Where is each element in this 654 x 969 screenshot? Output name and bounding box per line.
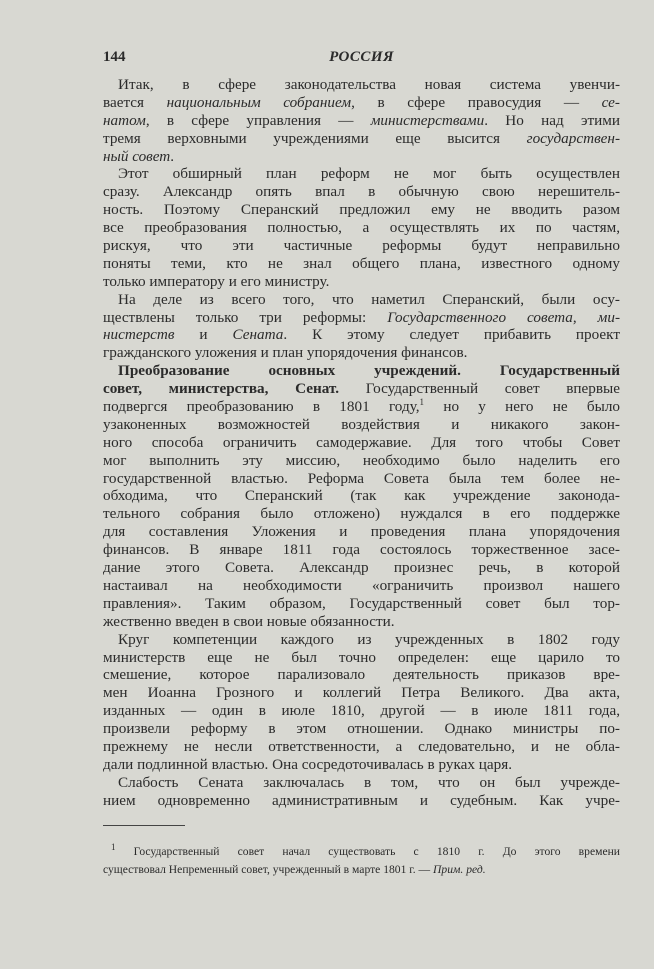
italic-text: Государственного совета [387,308,573,326]
paragraph [103,631,620,774]
text-line [103,291,620,309]
text-segment: мен Иоанна Грозного и коллегий Петра Великого. Два акта, [103,684,620,702]
text-segment: обходима, что Сперанский (так как учреждение законода- [103,487,620,505]
italic-text: ми- [597,308,620,326]
footnote-marker: 1 [419,398,425,407]
text-segment: Итак, в сфере законодательства новая система увенчи- [118,76,620,93]
text-line [103,684,620,702]
text-segment: дали подлинной властью. Она сосредоточивалась в руках царя. [103,755,512,773]
text-line [103,738,620,756]
text-segment: , [572,308,598,326]
running-title: РОССИЯ [329,49,394,65]
text-segment: Государственный совет начал существовать с 1810 г. До этого времени [115,845,620,858]
paragraph [103,362,620,630]
text-line [103,577,620,595]
text-line [103,273,620,291]
text-line [103,380,620,398]
text-line [103,112,620,130]
footnote-divider [103,825,185,826]
text-segment: только императору и его министру. [103,272,330,290]
text-line [103,774,620,792]
text-line [103,237,620,255]
text-line [103,631,620,649]
text-segment: подвергся преобразованию в 1801 году, [103,398,420,416]
italic-text: нистерств [103,326,175,344]
text-segment: все преобразования полностью, а осуществлять их по частям, [103,219,620,237]
footnote [103,843,620,879]
paragraph [103,165,620,290]
text-line [103,487,620,505]
text-line [103,470,620,488]
text-line [103,309,620,327]
paragraph [103,774,620,810]
text-line [103,165,620,183]
text-segment: произвели реформу в этом отношении. Однако министры по- [103,720,620,738]
text-line [103,792,620,810]
text-segment: государственной властью. Реформа Совета была тем более не- [103,469,620,487]
text-segment: сразу. Александр опять впал в обычную свою нерешитель- [103,183,620,201]
text-segment: , в сфере правосудия — [351,93,602,111]
text-segment: мог выполнить эту миссию, необходимо было наделить его [103,451,620,469]
text-line [103,559,620,577]
text-segment: прежнему не несли ответственности, а следовательно, и не обла- [103,737,620,755]
text-line [103,398,620,416]
text-line [103,505,620,523]
text-segment: тремя верховными учреждениями еще высится [103,129,527,147]
text-line [103,130,620,148]
footnote-marker: 1 [111,843,116,853]
text-segment: Слабость Сената заключалась в том, что он был учрежде- [118,773,620,791]
text-segment: но у него не было [424,398,620,416]
text-line [103,76,620,94]
text-segment: . [170,147,175,165]
text-segment: ного способа ограничить самодержавие. Для того чтобы Совет [103,433,620,451]
text-line [103,94,620,112]
text-segment: ществлены только три реформы: [103,308,388,326]
text-line [103,541,620,559]
text-line [103,756,620,774]
text-segment: рискуя, что эти частичные реформы будут неправильно [103,237,620,255]
italic-text: ный совет [103,147,171,165]
text-segment: , в сфере управления — [145,111,371,129]
text-segment: Круг компетенции каждого из учрежденных в 1802 году [118,630,620,648]
text-line [103,702,620,720]
text-line [103,861,620,879]
text-line [103,843,620,861]
text-segment: вается [103,93,167,111]
text-segment: настаивал на необходимости «ограничить произвол нашего [103,576,620,594]
text-segment: министерств еще не был точно определен: еще царило то [103,648,620,666]
text-segment: смешение, которое парализовало деятельность приказов вре- [103,666,620,684]
bold-heading: совет, министерства, Сенат. [103,380,340,398]
paragraph [103,76,620,165]
text-line [103,434,620,452]
text-segment: узаконенных возможностей воздействия и никакого закон- [103,415,620,433]
text-line [103,720,620,738]
italic-text: государствен- [526,129,620,147]
text-line [103,362,620,380]
text-line [103,183,620,201]
text-segment: Этот обширный план реформ не мог быть осуществлен [118,165,620,183]
bold-heading: Преобразование основных учреждений. Государственный [118,362,620,380]
page-header [103,49,620,69]
text-line [103,416,620,434]
text-segment: дание этого Совета. Александр произнес речь, в которой [103,559,620,577]
text-segment: ность. Поэтому Сперанский предложил ему не вводить разом [103,201,620,219]
text-line [103,613,620,631]
body-text [103,76,620,810]
text-segment: жественно введен в свои новые обязанности. [103,612,395,630]
paragraph [103,291,620,363]
italic-text: министерствами [370,111,485,129]
text-line [103,595,620,613]
italic-text: Прим. ред. [433,863,486,876]
page-number: 144 [103,49,126,65]
text-line [103,523,620,541]
italic-text: национальным собранием [166,93,352,111]
text-segment: На деле из всего того, что наметил Сперанский, были осу- [118,290,620,308]
text-segment: Государственный совет впервые [339,380,620,398]
text-line [103,148,620,166]
text-line [103,666,620,684]
text-line [103,219,620,237]
text-line [103,255,620,273]
text-line [103,649,620,667]
text-line [103,326,620,344]
text-segment: гражданского уложения и план упорядочения финансов. [103,344,468,362]
text-line [103,201,620,219]
italic-text: Сената [232,326,284,344]
text-segment: существовал Непременный совет, учрежденный в марте 1801 г. — [103,863,434,876]
text-segment: для составления Уложения и проведения плана упорядочения [103,523,620,541]
text-segment: финансов. В январе 1811 года состоялось торжественное засе- [103,541,620,559]
text-segment: и [174,326,233,344]
text-segment: нием одновременно административным и судебным. Как учре- [103,791,620,809]
text-segment: . К этому следует прибавить проект [283,326,620,344]
text-segment: тельного собрания было отложено) нуждался в его поддержке [103,505,620,523]
italic-text: натом [103,111,146,129]
italic-text: се- [601,93,620,111]
text-segment: . Но над этими [484,111,620,129]
text-line [103,452,620,470]
text-segment: изданных — один в июле 1810, другой — в июле 1811 года, [103,702,620,720]
text-segment: поняты теми, кто не знал общего плана, известного одному [103,254,620,272]
text-line [103,344,620,362]
text-segment: правления». Таким образом, Государственный совет был тор- [103,594,620,612]
